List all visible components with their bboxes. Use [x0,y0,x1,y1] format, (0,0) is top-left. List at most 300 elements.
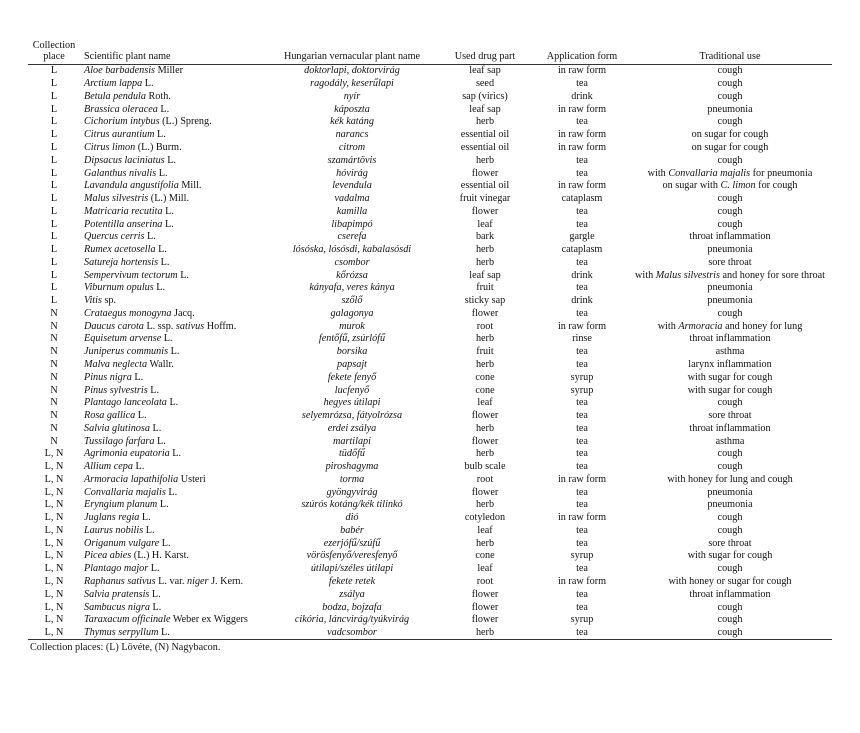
scientific-name-author: L. [168,346,180,358]
scientific-name-author: L. [132,461,145,473]
cell-hungarian-name: hóvirág [336,167,368,179]
cell-traditional-use: pneumonia [707,295,753,307]
scientific-name-author: (L.) Burm. [135,141,182,153]
cell-drug-part: flower [471,410,499,422]
cell-collection-place: N [50,307,58,319]
table-row [28,486,832,499]
cell-collection-place: N [50,333,58,345]
cell-application-form: tea [576,563,588,575]
table-row [28,563,832,576]
cell-drug-part: herb [434,627,536,640]
cell-traditional-use: cough [717,601,743,613]
cell-hungarian-name: murok [339,320,365,332]
scientific-name-species: Crataegus monogyna [84,307,172,319]
table-row [28,371,832,384]
scientific-name-species: Sempervivum tectorum [84,269,178,281]
cell-traditional-use: on sugar for cough [691,129,769,141]
cell-traditional-use: pneumonia [707,499,753,511]
cell-application-form: in raw form [557,473,607,485]
header-application-form: Application form [536,40,628,65]
cell-traditional-use: cough [717,205,743,217]
cell-drug-part: herb [475,448,495,460]
cell-traditional-use: cough [717,218,743,230]
table-row [28,256,832,269]
cell-traditional-use: cough [717,154,743,166]
cell-application-form: tea [576,588,588,600]
cell-scientific-name [80,129,270,142]
scientific-name-subtaxon: niger [187,576,209,587]
cell-drug-part: flower [471,167,499,179]
cell-drug-part: herb [475,116,495,128]
use-text: and honey for lung [722,320,803,332]
cell-drug-part: root [476,576,494,587]
cell-traditional-use [628,269,832,282]
scientific-name-author: L. [149,588,161,600]
cell-hungarian-name: cserefa [337,231,367,243]
cell-application-form: tea [576,307,588,319]
scientific-name-author: L. [164,154,176,166]
cell-application-form: tea [576,397,588,409]
cell-drug-part: flower [471,588,499,600]
cell-collection-place: L, N [44,537,64,549]
scientific-name-author: L. [143,524,155,536]
cell-application-form: tea [576,524,588,536]
cell-hungarian-name: libapimpó [331,218,373,230]
cell-hungarian-name: lósóska, lósósdi, kabalasósdi [292,244,412,256]
cell-scientific-name [80,65,270,78]
cell-collection-place: N [50,422,58,434]
scientific-name-species: Viburnum opulus [84,282,154,294]
cell-collection-place: L [50,244,58,256]
scientific-name-author: Jacq. [171,307,195,319]
cell-scientific-name [80,410,270,423]
cell-traditional-use: cough [717,78,743,90]
table-row [28,435,832,448]
cell-drug-part: leaf [477,397,493,409]
scientific-name-author: L. [159,537,171,549]
scientific-name-author: L. [157,499,169,511]
cell-collection-place: L [50,141,58,153]
table-row [28,384,832,397]
cell-drug-part: herb [475,333,495,345]
table-row [28,193,832,206]
table-row [28,129,832,142]
scientific-name-species: Rumex acetosella [84,244,156,256]
cell-drug-part: bark [475,231,495,243]
cell-application-form: in raw form [557,65,607,77]
cell-collection-place: L, N [44,461,64,473]
table-row [28,231,832,244]
scientific-name-author: L. [156,167,168,179]
cell-drug-part: root [476,473,494,485]
cell-traditional-use [628,180,832,193]
cell-drug-part: herb [475,256,495,268]
scientific-name-author: L. [158,627,170,639]
cell-scientific-name [80,525,270,538]
cell-traditional-use: cough [717,116,743,128]
table-row [28,167,832,180]
cell-traditional-use: sore throat [708,537,752,549]
cell-traditional-use: with sugar for cough [687,550,773,562]
scientific-name-species: Convallaria majalis [84,486,166,498]
scientific-name-author: L. [144,231,156,243]
cell-scientific-name [80,167,270,180]
cell-application-form: tea [576,78,588,90]
use-text: for pneumonia [750,167,813,179]
cell-hungarian-name: vadcsombor [270,627,434,640]
cell-drug-part: cone [475,371,495,383]
table-row [28,103,832,116]
cell-traditional-use: with honey or sugar for cough [668,576,792,587]
footnote: Collection places: (L) Lövéte, (N) Nagybacon. [30,642,221,654]
scientific-name-author: L. [157,103,170,115]
cell-scientific-name [80,78,270,91]
cell-scientific-name [80,486,270,499]
cell-hungarian-name: erdei zsálya [327,422,377,434]
cell-drug-part: sticky sap [464,295,506,307]
cell-traditional-use [628,167,832,180]
table-row [28,244,832,257]
cell-collection-place: L [50,193,58,205]
cell-hungarian-name: selyemrózsa, fátyolrózsa [301,410,403,422]
scientific-name-species: Juglans regia [84,512,140,524]
scientific-name-species: Matricaria recutita [84,205,163,217]
cell-application-form: drink [571,269,593,281]
cell-hungarian-name: narancs [335,129,369,141]
cell-scientific-name [80,435,270,448]
cell-scientific-name [80,116,270,129]
table-row [28,499,832,512]
cell-traditional-use: cough [717,65,743,77]
cell-hungarian-name: vörösfenyő/veresfenyő [306,550,398,562]
cell-scientific-name [80,142,270,155]
scientific-name-species: Pinus nigra [84,371,132,383]
scientific-name-species: Daucus carota [84,320,144,332]
cell-traditional-use: with honey for lung and cough [667,473,793,485]
cell-collection-place: L, N [44,550,64,562]
cell-scientific-name [80,295,270,308]
cell-traditional-use: throat inflammation [689,422,771,434]
scientific-name-author: L. [154,129,166,141]
scientific-name-author: Wallr. [147,358,174,370]
scientific-name-species: Aloe barbadensis [84,65,156,77]
cell-scientific-name [80,474,270,487]
scientific-name-subtaxon-author: Hoffm. [204,320,237,332]
cell-traditional-use: cough [717,397,743,409]
cell-scientific-name [80,282,270,295]
cell-hungarian-name: útilapi/széles útilapi [310,563,394,575]
cell-hungarian-name: nyír [343,90,361,102]
cell-hungarian-name: kamilla [336,205,368,217]
cell-drug-part: leaf sap [469,103,501,115]
cell-collection-place: L [50,205,58,217]
cell-traditional-use: pneumonia [707,282,753,294]
cell-collection-place: L [50,129,58,141]
cell-application-form: in raw form [557,129,607,141]
cell-scientific-name [80,588,270,601]
scientific-name-species: Raphanus sativus [84,576,156,587]
cell-drug-part: herb [475,499,495,511]
cell-application-form: tea [576,435,588,447]
header-drug-part: Used drug part [434,40,536,65]
cell-hungarian-name: doktorlapi, doktorvirág [304,65,400,77]
scientific-name-author: L. ssp. [143,320,176,332]
cell-traditional-use: cough [717,90,743,102]
cell-scientific-name [80,91,270,104]
cell-scientific-name [80,550,270,563]
table-row [28,142,832,155]
table-row [28,422,832,435]
cell-scientific-name [80,154,270,167]
use-species: Malus silvestris [655,269,720,281]
scientific-name-species: Rosa gallica [84,410,136,422]
cell-traditional-use: cough [717,193,743,205]
use-text: and honey for sore throat [719,269,825,281]
cell-scientific-name [80,333,270,346]
scientific-name-author: L. [153,282,166,294]
scientific-name-author: Mill. [178,180,202,192]
table-row [28,218,832,231]
scientific-name-species: Malus silvestris [84,193,149,205]
cell-scientific-name [80,103,270,116]
cell-drug-part: herb [475,422,495,434]
scientific-name-author: (L.) Mill. [148,193,189,205]
cell-application-form: syrup [570,614,594,626]
cell-collection-place: L, N [44,448,64,460]
cell-traditional-use: throat inflammation [689,588,771,600]
table-row [28,333,832,346]
scientific-name-species: Allium cepa [84,461,133,473]
cell-scientific-name [80,627,270,640]
cell-collection-place: L [50,295,58,307]
cell-traditional-use: cough [717,563,743,575]
cell-collection-place: L [50,256,58,268]
document-sheet [28,40,832,653]
cell-traditional-use: throat inflammation [689,231,771,243]
scientific-name-species: Plantago major [84,563,149,575]
cell-collection-place: L [50,167,58,179]
cell-application-form: tea [576,154,588,166]
scientific-name-species: Potentilla anserina [84,218,163,230]
table-row [28,269,832,282]
cell-scientific-name [80,231,270,244]
use-species: Armoracia [678,320,723,332]
cell-scientific-name [80,461,270,474]
cell-application-form: tea [576,422,588,434]
cell-scientific-name [80,193,270,206]
scientific-name-species: Betula pendula [84,90,146,102]
table-row [28,614,832,627]
cell-drug-part: essential oil [460,141,510,153]
cell-scientific-name [80,256,270,269]
header-traditional-use: Traditional use [628,40,832,65]
cell-application-form: tea [576,256,588,268]
scientific-name-author: L. [147,384,159,396]
cell-hungarian-name: fentőfű, zsúrlófű [318,333,386,345]
use-text: with [635,269,656,281]
cell-scientific-name [80,448,270,461]
scientific-name-species: Tussilago farfara [84,435,155,447]
plant-table [28,40,832,640]
cell-application-form: tea [576,205,588,217]
cell-hungarian-name: zsálya [339,588,365,600]
scientific-name-species: Agrimonia eupatoria [84,448,170,460]
cell-hungarian-name: szamártövis [327,154,377,166]
table-row [28,346,832,359]
cell-application-form: drink [571,90,593,102]
scientific-name-species: Brassica oleracea [84,103,158,115]
cell-scientific-name [80,537,270,550]
cell-collection-place: L, N [44,576,64,587]
scientific-name-author: L. [139,512,151,524]
scientific-name-author: L. [177,269,189,281]
scientific-name-species: Origanum vulgare [84,537,160,549]
scientific-name-species: Thymus serpyllum [84,627,159,639]
cell-traditional-use: pneumonia [707,103,753,115]
cell-collection-place: N [50,384,58,396]
scientific-name-species: Equisetum arvense [84,333,162,345]
cell-hungarian-name: szőlő [341,295,363,307]
cell-hungarian-name: gyöngyvirág [326,486,378,498]
cell-collection-place: L, N [44,512,64,524]
cell-scientific-name [80,346,270,359]
scientific-name-species: Citrus limon [84,141,136,153]
scientific-name-author: L. [169,448,182,460]
cell-hungarian-name: káposzta [334,103,370,115]
cell-collection-place: L, N [28,627,80,640]
scientific-name-species: Lavandula angustifolia [84,180,179,192]
cell-application-form: tea [576,448,588,460]
cell-drug-part: essential oil [460,129,510,141]
cell-collection-place: L [50,282,58,294]
cell-traditional-use: cough [717,461,743,473]
table-row [28,537,832,550]
scientific-name-author: L. var. [155,576,188,587]
scientific-name-author: L. [162,205,174,217]
scientific-name-author: L. [131,371,144,383]
cell-collection-place: L [50,103,58,115]
cell-hungarian-name: borsika [336,346,368,358]
scientific-name-author: Roth. [145,90,171,102]
cell-hungarian-name: dió [345,512,359,524]
scientific-name-species: Malva neglecta [84,358,148,370]
scientific-name-author: (L.) H. Karst. [131,550,189,562]
cell-traditional-use: pneumonia [707,486,753,498]
table-row [28,205,832,218]
cell-traditional-use: asthma [715,346,745,358]
cell-traditional-use: larynx inflammation [688,358,772,370]
cell-application-form: rinse [572,333,592,345]
use-text: for cough [755,180,798,192]
cell-hungarian-name: papsajt [336,358,367,370]
cell-application-form: in raw form [557,141,607,153]
scientific-name-species: Taraxacum officinale [84,614,171,626]
cell-collection-place: N [50,371,58,383]
cell-drug-part: seed [475,78,495,90]
cell-drug-part: essential oil [460,180,510,192]
cell-hungarian-name: ezerjófű/szúfű [323,537,381,549]
cell-application-form: in raw form [557,512,607,524]
use-species: C. limon [720,180,756,192]
cell-collection-place: L [50,269,58,281]
scientific-name-species: Galanthus nivalis [84,167,157,179]
scientific-name-species: Vitis [84,295,102,307]
cell-scientific-name [80,601,270,614]
cell-hungarian-name: ragodály, keserűlapi [310,78,394,90]
cell-collection-place: L, N [44,563,64,575]
cell-collection-place: L, N [44,614,64,626]
cell-application-form: tea [576,410,588,422]
cell-scientific-name [80,308,270,321]
cell-traditional-use: cough [717,614,743,626]
cell-traditional-use: cough [717,524,743,536]
scientific-name-author: L. [155,244,167,256]
table-row [28,512,832,525]
table-row [28,154,832,167]
cell-scientific-name [80,320,270,333]
table-row [28,550,832,563]
scientific-name-species: Laurus nobilis [84,524,144,536]
cell-scientific-name [80,180,270,193]
scientific-name-author: (L.) Spreng. [159,116,212,128]
cell-collection-place: L, N [44,499,64,511]
scientific-name-species: Citrus aurantium [84,129,155,141]
cell-application-form: tea [576,358,588,370]
cell-hungarian-name: csombor [334,256,370,268]
scientific-name-species: Arctium lappa [84,78,143,90]
cell-drug-part: fruit [476,282,494,294]
scientific-name-author: L. [154,435,166,447]
cell-hungarian-name: babér [340,524,364,536]
cell-application-form: cataplasm [561,193,603,205]
cell-traditional-use: cough [628,627,832,640]
header-row [28,40,832,65]
table-row [28,78,832,91]
cell-collection-place: N [50,410,58,422]
cell-hungarian-name: tüdőfű [338,448,366,460]
cell-drug-part: herb [475,537,495,549]
cell-application-form: in raw form [557,320,607,332]
scientific-name-species: Dipsacus laciniatus [84,154,165,166]
cell-drug-part: cone [475,550,495,562]
scientific-name-species: Cichorium intybus [84,116,160,128]
cell-drug-part: fruit vinegar [459,193,511,205]
scientific-name-author: L. [158,256,170,268]
cell-hungarian-name: cikória, láncvirág/tyúkvirág [294,614,410,626]
cell-application-form: tea [576,537,588,549]
cell-traditional-use: asthma [715,435,745,447]
cell-hungarian-name: martilapi [333,435,371,447]
scientific-name-author: L. [148,563,160,575]
cell-drug-part: root [476,320,494,332]
scientific-name-species: Eryngium planum [84,499,158,511]
cell-traditional-use: cough [717,512,743,524]
cell-collection-place: N [50,397,58,409]
cell-application-form: tea [576,282,588,294]
cell-application-form: tea [576,601,588,613]
table-row [28,116,832,129]
cell-application-form: in raw form [557,180,607,192]
scientific-name-author: L. [135,410,147,422]
cell-drug-part: flower [471,435,499,447]
cell-scientific-name [80,422,270,435]
cell-drug-part: leaf [477,218,493,230]
header-hungarian-name: Hungarian vernacular plant name [270,40,434,65]
cell-scientific-name [80,269,270,282]
cell-drug-part: flower [471,307,499,319]
cell-scientific-name [80,499,270,512]
cell-collection-place: L [50,116,58,128]
